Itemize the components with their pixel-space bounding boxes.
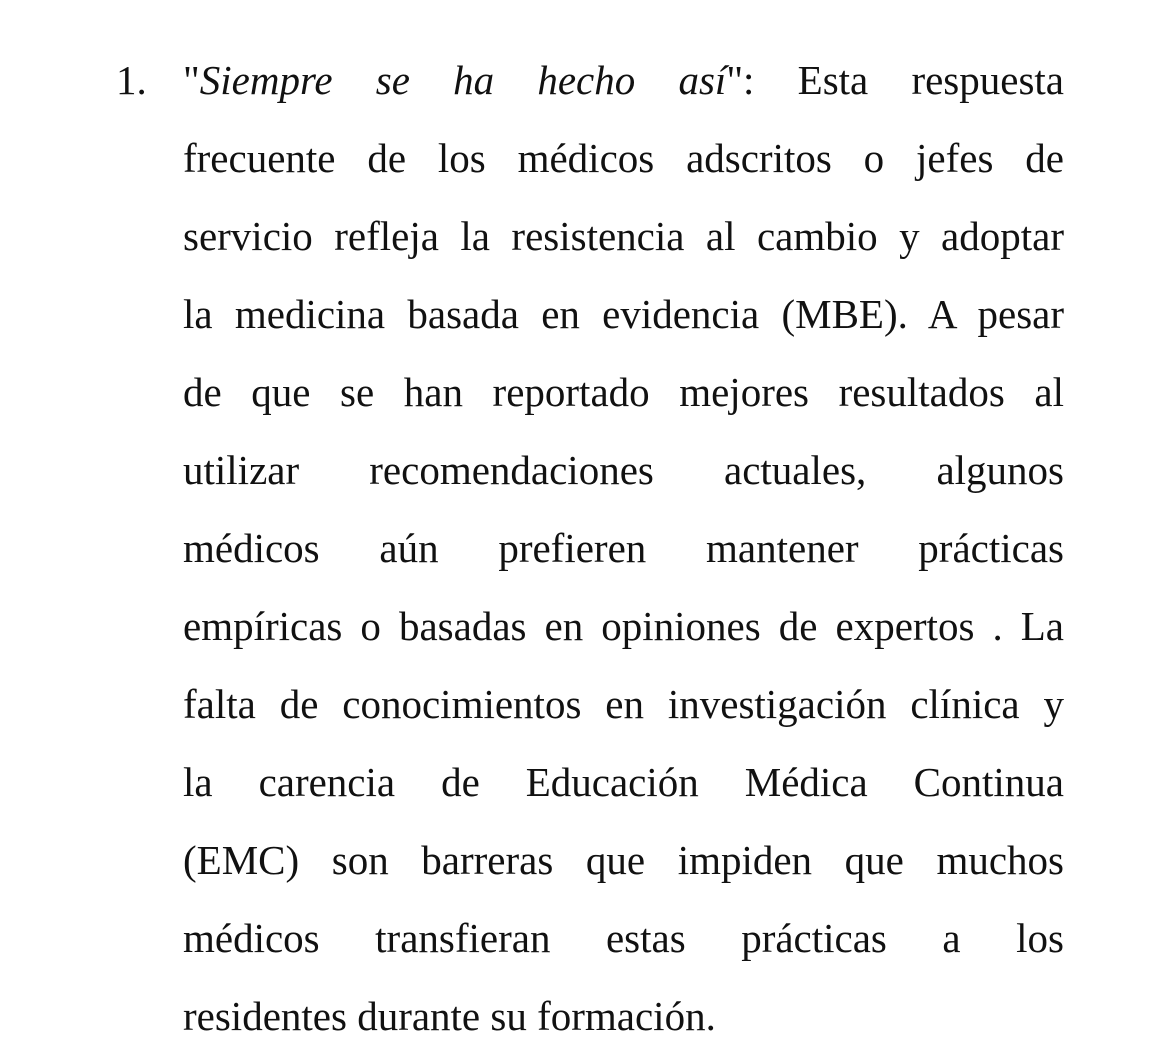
quote-close-mark: ": bbox=[726, 57, 798, 103]
list-item-paragraph bbox=[183, 41, 1064, 1055]
paragraph-line: frecuente de los médicos adscritos o jefes de bbox=[183, 135, 1064, 181]
quoted-phrase: Siempre se ha hecho así bbox=[199, 57, 727, 103]
paragraph-line: residentes durante su formación. bbox=[183, 993, 716, 1039]
paragraph-line: (EMC) son barreras que impiden que muchos bbox=[183, 837, 1064, 883]
paragraph-line bbox=[183, 41, 1064, 119]
paragraph-line: falta de conocimientos en investigación clínica y bbox=[183, 681, 1064, 727]
paragraph-line: médicos transfieran estas prácticas a los bbox=[183, 915, 1064, 961]
paragraph-line: la carencia de Educación Médica Continua bbox=[183, 759, 1064, 805]
paragraph-line: la medicina basada en evidencia (MBE). A pesar bbox=[183, 291, 1064, 337]
first-line-text: Esta respuesta bbox=[797, 57, 1064, 103]
paragraph-line: médicos aún prefieren mantener prácticas bbox=[183, 525, 1064, 571]
list-item-number: 1. bbox=[116, 57, 147, 103]
paragraph-line: empíricas o basadas en opiniones de expertos . La bbox=[183, 603, 1064, 649]
paragraph-line: de que se han reportado mejores resultados al bbox=[183, 369, 1064, 415]
paragraph-line: utilizar recomendaciones actuales, algunos bbox=[183, 447, 1064, 493]
quote-open-mark: " bbox=[183, 57, 200, 103]
paragraph-line: servicio refleja la resistencia al cambio y adoptar bbox=[183, 213, 1064, 259]
